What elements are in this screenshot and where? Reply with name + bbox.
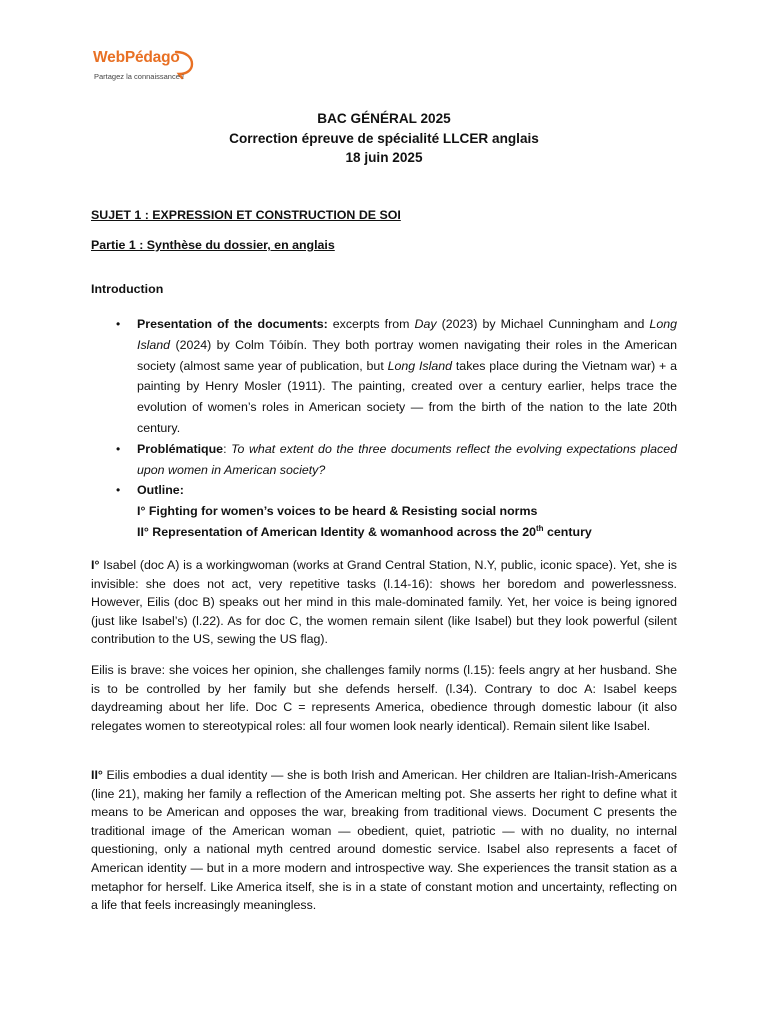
outline-label: Outline: [137, 483, 180, 498]
title-line-1: BAC GÉNÉRAL 2025: [317, 111, 451, 126]
title-line-3: 18 juin 2025: [345, 150, 423, 165]
introduction-heading: Introduction: [91, 282, 164, 296]
separator: :: [223, 441, 232, 456]
paragraph-part-1b: Eilis is brave: she voices her opinion, she challenges family norms (l.15): feels angry at her husband. She is to be controlled by her family but she defends herself. (l.34). Contrary to doc A: Isabel keeps daydreaming about her life. Doc C = represents America, obedience through domestic labour (it also relegates women to stereotypical roles: all four women look nearly identical). Remain silent like Isabel.: [91, 663, 677, 733]
work-title: Day: [414, 317, 437, 331]
presentation-text: excerpts from: [327, 317, 415, 331]
title-line-2: Correction épreuve de spécialité LLCER anglais: [229, 130, 539, 146]
paragraph-part-2: [91, 766, 677, 915]
ordinal-suffix: th: [536, 523, 544, 533]
presentation-text: takes place during the Vietnam war) + a painting by Henry Mosler (1911). The painting, created over a century earlier, helps trace the evolution of women’s roles in American society — from the birth of the nation to the late 20th century.: [137, 358, 677, 435]
outline-part-1: I° Fighting for women’s voices to be heard & Resisting social norms: [137, 504, 538, 519]
part-label: I°: [91, 558, 100, 572]
bullet-presentation: [91, 314, 677, 439]
bullet-icon: •: [116, 441, 121, 456]
presentation-text: (2023) by Michael Cunningham and: [436, 317, 650, 331]
problematique-question: To what extent do the three documents reflect the evolving expectations placed upon women in American society?: [137, 441, 677, 477]
logo-tagline: Partagez la connaissance !: [94, 72, 185, 81]
introduction-bullet-list: [91, 314, 677, 543]
outline-part-2-end: century: [543, 524, 592, 539]
outline-part-2: [137, 522, 677, 543]
paragraph-part-1: [91, 556, 677, 649]
bullet-outline: [91, 480, 677, 542]
bullet-icon: •: [116, 483, 121, 498]
webpedago-logo: [93, 46, 203, 88]
paragraph-text: Eilis embodies a dual identity — she is both Irish and American. Her children are Italian-Irish-Americans (line 21), making her family a reflection of the American melting pot. She asserts her right to define what it means to be American and opposes the war, breaking from traditional views. Document C presents the traditional image of the American woman — obedient, quiet, patriotic — with no duality, no internal questioning, only a national myth centred around domestic service. Isabel also represents a facet of American identity — but in a more modern and introspective way. She experiences the transit station as a metaphor for herself. Like America itself, she is in a state of constant motion and uncertainty, reflecting on a life that feels increasingly meaningless.: [91, 768, 677, 913]
bullet-problematique: [91, 439, 677, 481]
bullet-icon: •: [116, 317, 121, 331]
partie-heading: Partie 1 : Synthèse du dossier, en anglais: [91, 238, 335, 252]
part-label: II°: [91, 768, 103, 782]
work-title: Long Island: [387, 358, 453, 373]
outline-part-2-text: II° Representation of American Identity & womanhood across the 20: [137, 524, 537, 539]
presentation-text: (2024) by Colm Tóibín. They both portray women navigating their roles in the American society (almost same year of publication, but: [137, 337, 677, 373]
work-title: Long Island: [137, 317, 677, 352]
paragraph-text: Isabel (doc A) is a workingwoman (works at Grand Central Station, N.Y, public, iconic space). Yet, she is invisible: she does not act, very repetitive tasks (l.14-16): shows her boredom and powerlessness. However, Eilis (doc B) speaks out her mind in this male-dominated family. Yet, her voice is being ignored (just like Isabel’s) (l.22). As for doc C, the women remain silent (like Isabel) but they look powerful (silent contribution to the US, sewing the US flag).: [91, 558, 677, 647]
presentation-label: Presentation of the documents:: [137, 317, 328, 331]
problematique-label: Problématique: [137, 441, 224, 456]
logo-name: WebPédago: [93, 49, 180, 66]
separator: :: [179, 483, 184, 498]
document-title: [0, 109, 768, 168]
sujet-heading: SUJET 1 : EXPRESSION ET CONSTRUCTION DE SOI: [91, 208, 401, 222]
